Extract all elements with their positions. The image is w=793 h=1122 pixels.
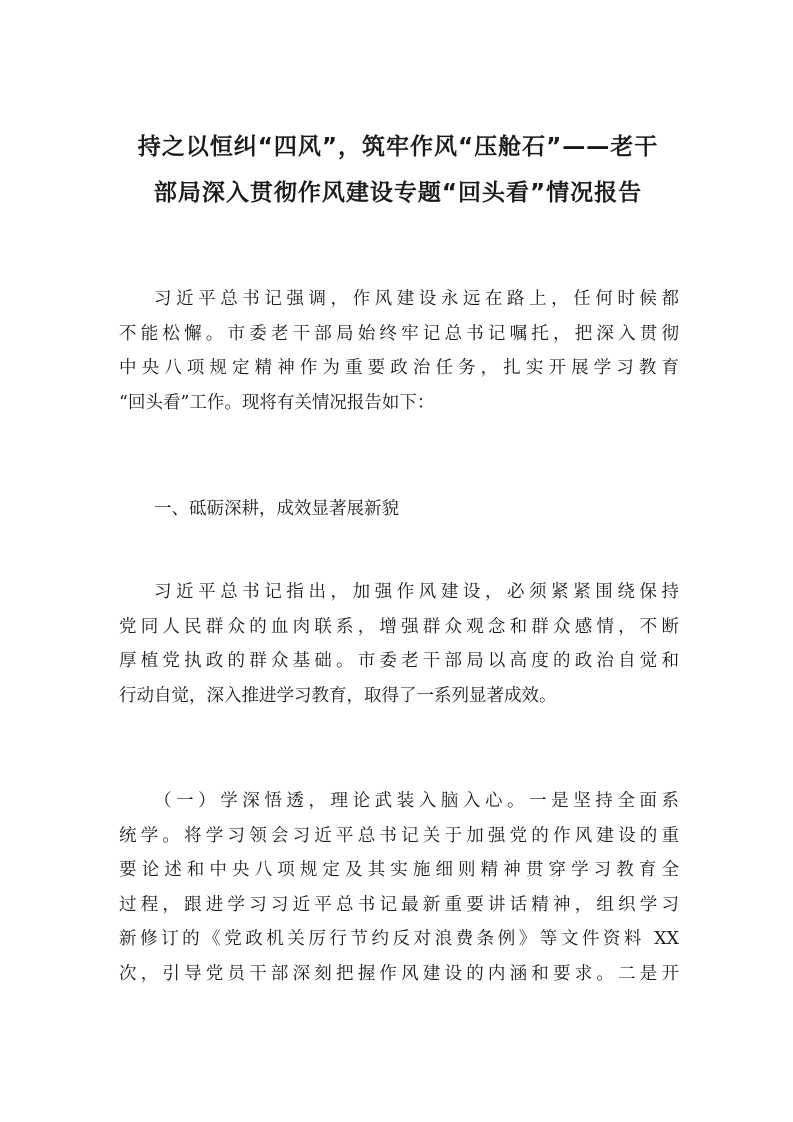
subsection-1-line-1: （一）学深悟透，理论武装入脑入心。一是坚持全面系	[154, 791, 679, 811]
subsection-1-paragraph	[119, 784, 679, 991]
subsection-1-line-6: 次，引导党员干部深刻把握作风建设的内涵和要求。二是开	[119, 963, 679, 984]
section-1-heading: 一、砥砺深耕，成效显著展新貌	[154, 499, 399, 519]
document-title-line-1: 持之以恒纠“四风”，筑牢作风“压舱石”——老干	[137, 134, 659, 160]
subsection-1-line-2: 统学。将学习领会习近平总书记关于加强党的作风建设的重	[119, 825, 679, 846]
section-1-line-3: 厚植党执政的群众基础。市委老干部局以高度的政治自觉和	[119, 651, 679, 671]
section-1-line-2: 党同人民群众的血肉联系，增强群众观念和群众感情，不断	[119, 616, 679, 637]
intro-line-4: “回头看”工作。现将有关情况报告如下：	[119, 392, 435, 413]
document-title-line-2: 部局深入贯彻作风建设专题“回头看”情况报告	[153, 180, 643, 206]
subsection-1-line-4: 过程，跟进学习习近平总书记最新重要讲话精神，组织学习	[119, 894, 679, 915]
intro-paragraph	[119, 282, 679, 420]
subsection-1-line-3: 要论述和中央八项规定及其实施细则精神贯穿学习教育全	[119, 860, 679, 880]
section-1-paragraph	[119, 575, 679, 713]
subsection-1-line-5: 新修订的《党政机关厉行节约反对浪费条例》等文件资料 XX	[119, 929, 679, 949]
intro-line-2: 不能松懈。市委老干部局始终牢记总书记嘱托，把深入贯彻	[119, 323, 679, 344]
section-1-line-1: 习近平总书记指出，加强作风建设，必须紧紧围绕保持	[154, 582, 679, 602]
intro-line-1: 习近平总书记强调，作风建设永远在路上，任何时候都	[154, 289, 679, 309]
section-1-line-4: 行动自觉，深入推进学习教育，取得了一系列显著成效。	[119, 685, 557, 706]
intro-line-3: 中央八项规定精神作为重要政治任务，扎实开展学习教育	[119, 358, 679, 378]
